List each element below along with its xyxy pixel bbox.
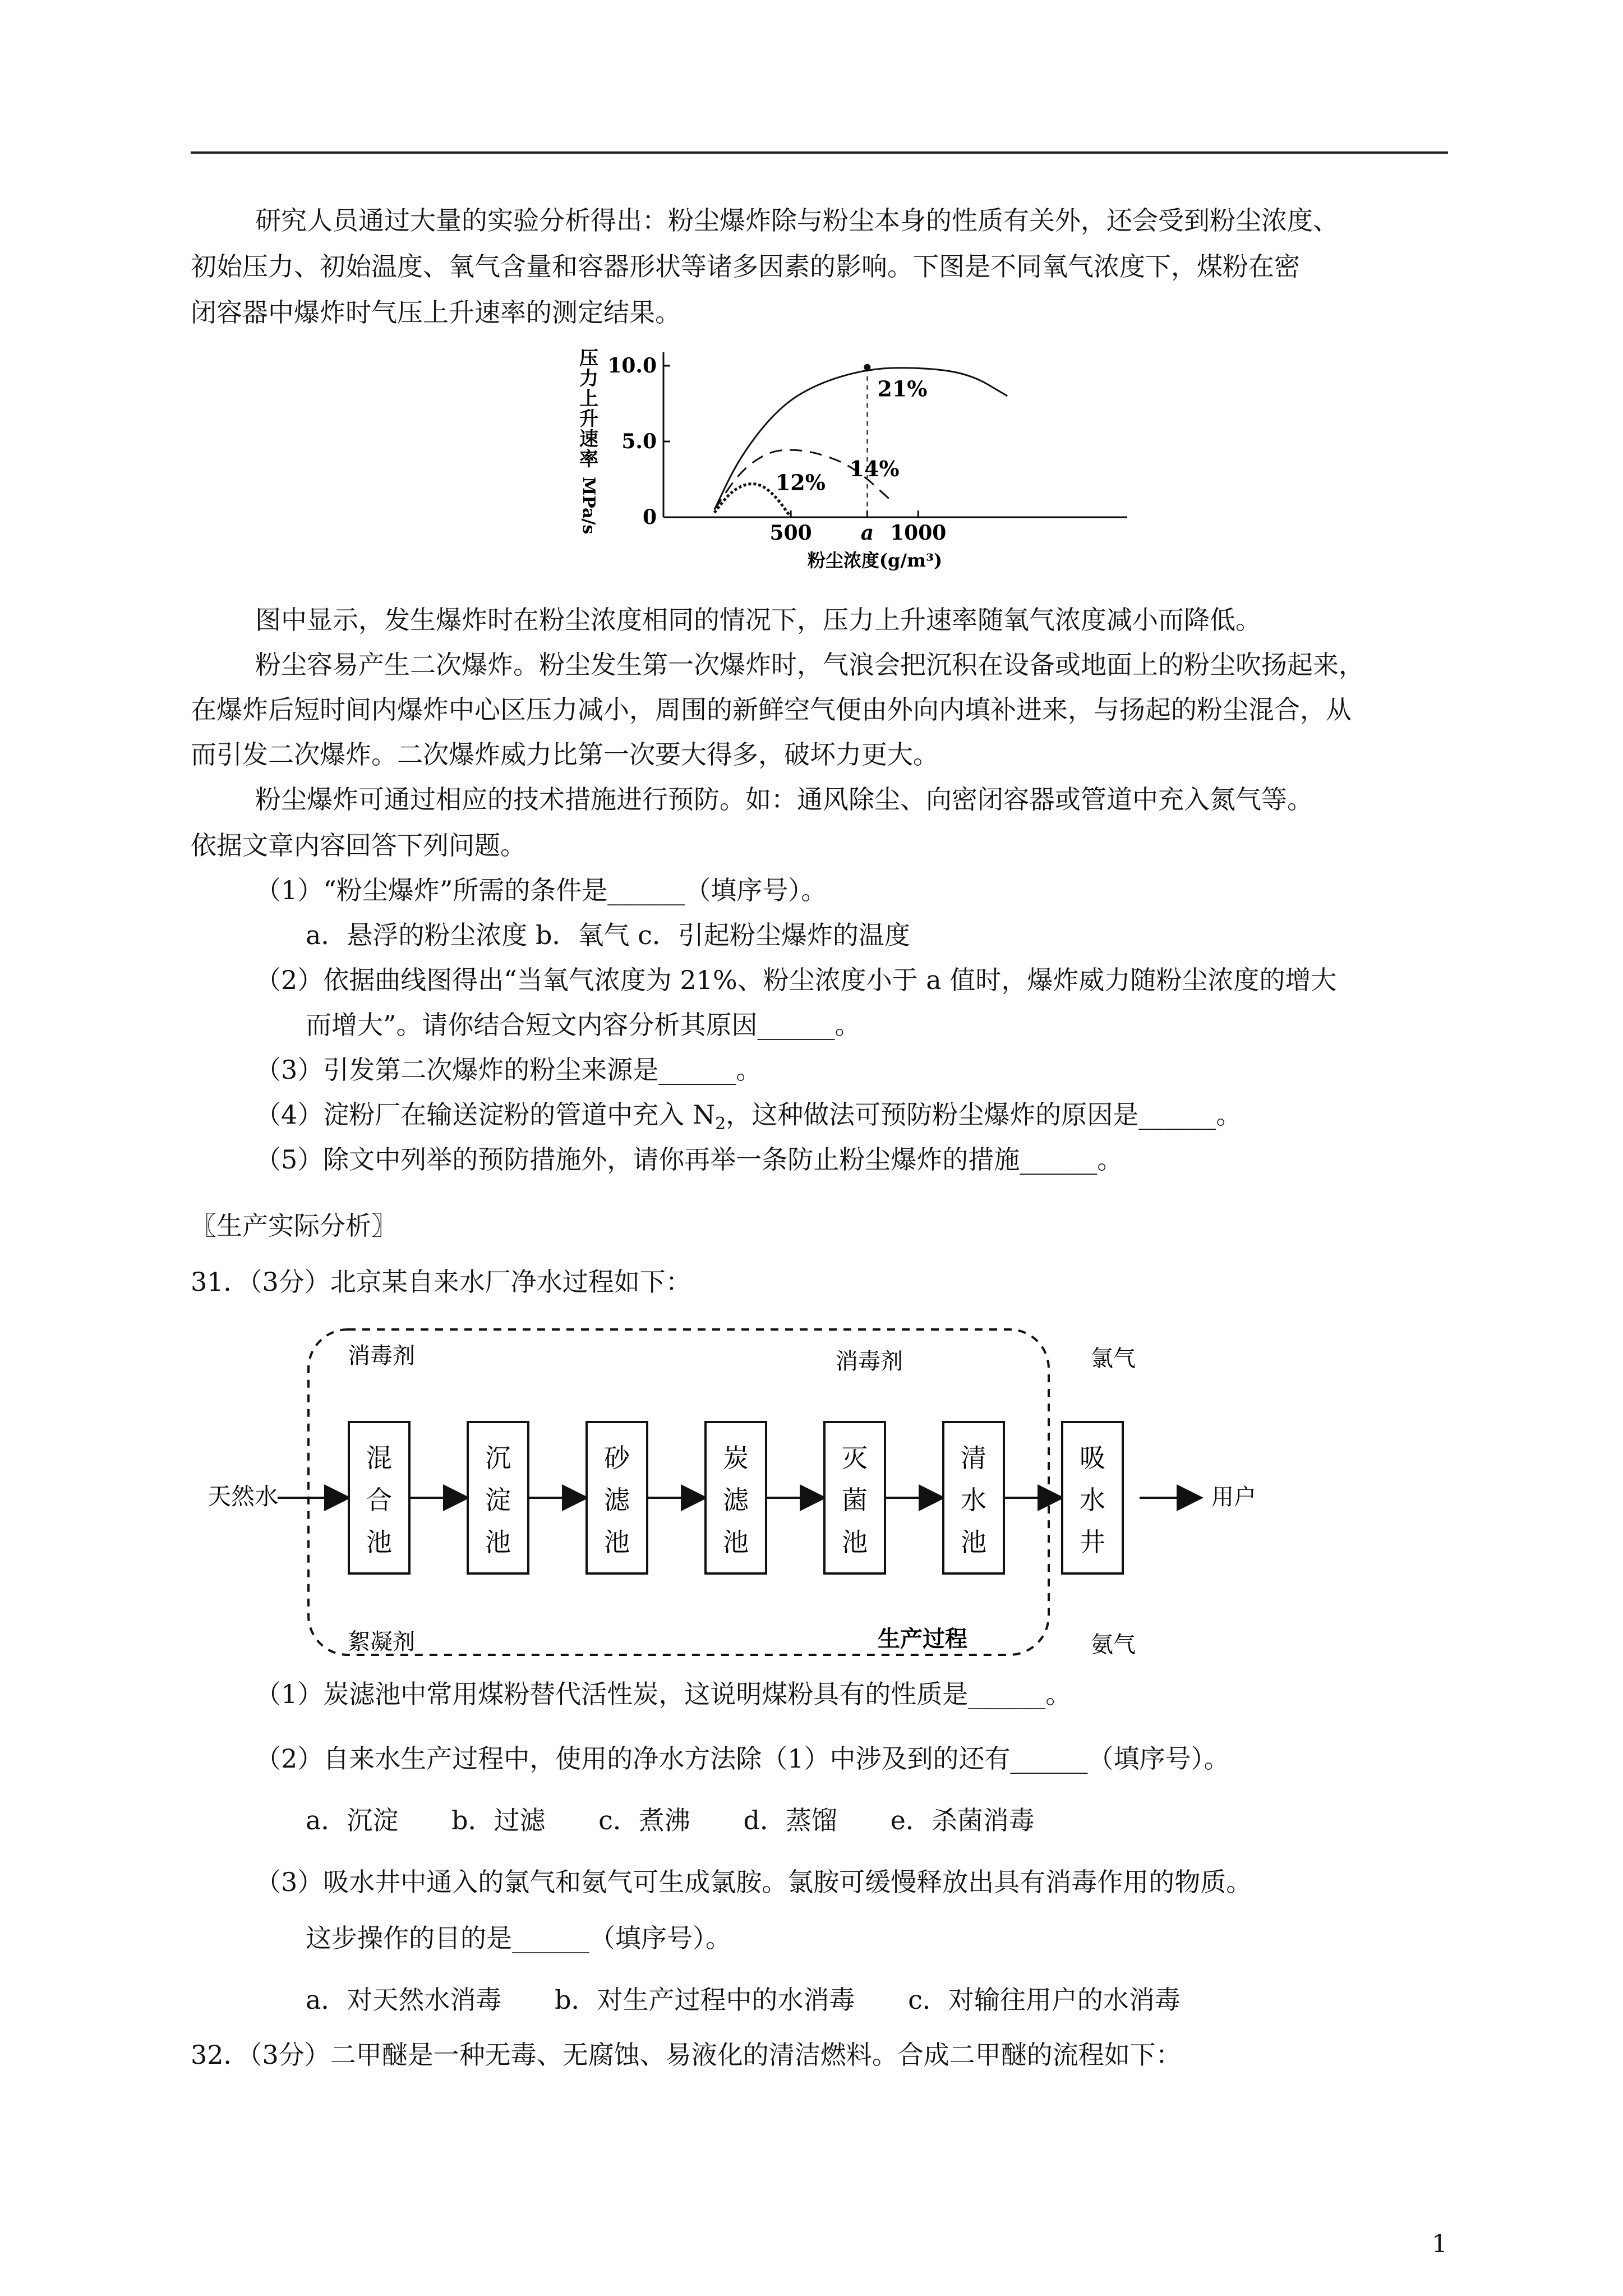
series-label-1: 14%: [849, 456, 900, 482]
y-axis-unit: MPa/s: [579, 477, 598, 535]
process-box-char: 滤: [604, 1485, 630, 1515]
q31-3-line2: 这步操作的目的是______（填序号）。: [306, 1923, 731, 1953]
process-box-char: 井: [1080, 1527, 1105, 1557]
page-number: 1: [1432, 2230, 1447, 2258]
process-box-char: 池: [366, 1527, 392, 1557]
input-label: 天然水: [208, 1483, 279, 1510]
q30-4-post: ，这种做法可预防粉尘爆炸的原因是______。: [726, 1099, 1242, 1130]
label-disinfectant-1: 消毒剂: [348, 1343, 415, 1369]
section-title: 〖生产实际分析〗: [191, 1211, 397, 1241]
q31-2-options: [306, 1806, 1035, 1834]
q31-2-opt-d: d．蒸馏: [743, 1805, 837, 1835]
process-box-char: 水: [1080, 1485, 1105, 1515]
series-label-2: 12%: [775, 470, 826, 495]
y-tick-label: 10.0: [607, 354, 657, 378]
body-p2-line1: 粉尘容易产生二次爆炸。粉尘发生第一次爆炸时，气浪会把沉积在设备或地面上的粉尘吹扬起来，: [255, 650, 1364, 680]
y-axis-label-4: 升: [579, 408, 598, 430]
process-box-3: [706, 1422, 766, 1573]
q31-2-opt-a: a．沉淀: [306, 1805, 399, 1835]
q31-3-opt-b: b．对生产过程中的水消毒: [555, 1985, 855, 2015]
q31-2-opt-c: c．煮沸: [598, 1805, 690, 1835]
process-box-6: [1062, 1422, 1123, 1573]
label-disinfectant-2: 消毒剂: [836, 1349, 903, 1374]
process-box-char: 水: [961, 1485, 986, 1515]
process-box-char: 池: [604, 1527, 630, 1557]
output-label: 用户: [1211, 1484, 1256, 1510]
label-ammonia: 氨气: [1091, 1632, 1136, 1658]
body-p2-line3: 而引发二次爆炸。二次爆炸威力比第一次要大得多，破坏力更大。: [191, 739, 939, 770]
q30-3: （3）引发第二次爆炸的粉尘来源是______。: [255, 1055, 762, 1085]
process-box-1: [468, 1422, 528, 1573]
process-box-5: [943, 1422, 1004, 1573]
q31-2: （2）自来水生产过程中，使用的净水方法除（1）中涉及到的还有______（填序号）。: [255, 1743, 1230, 1774]
intro-line-3: 闭容器中爆炸时气压上升速率的测定结果。: [191, 297, 681, 328]
process-box-char: 炭: [723, 1443, 749, 1473]
q30-4: [255, 1101, 1242, 1138]
process-box-2: [587, 1422, 647, 1573]
q31-3-opt-c: c．对输往用户的水消毒: [908, 1985, 1181, 2015]
process-box-char: 灭: [842, 1443, 868, 1473]
body-p2-line2: 在爆炸后短时间内爆炸中心区压力减小，周围的新鲜空气便由外向内填补进来，与扬起的粉尘混合，从: [191, 694, 1352, 725]
intro-line-1: 研究人员通过大量的实验分析得出：粉尘爆炸除与粉尘本身的性质有关外，还会受到粉尘浓度、: [255, 205, 1339, 236]
q31-1: （1）炭滤池中常用煤粉替代活性炭，这说明煤粉具有的性质是______。: [255, 1679, 1072, 1709]
q31-3-options: [306, 1986, 1181, 2014]
process-box-0: [349, 1422, 409, 1573]
process-box-4: [824, 1422, 885, 1573]
y-axis-label-5: 速: [579, 428, 598, 450]
y-axis-label-6: 率: [579, 448, 598, 471]
series-line-0: [714, 368, 1007, 510]
x-axis-title: 粉尘浓度(g/m³): [807, 550, 943, 571]
process-box-char: 合: [366, 1485, 392, 1515]
q30-1-options: a．悬浮的粉尘浓度 b．氧气 c．引起粉尘爆炸的温度: [306, 920, 910, 950]
process-box-char: 池: [485, 1527, 511, 1557]
q30-4-pre: （4）淀粉厂在输送淀粉的管道中充入 N: [255, 1099, 716, 1130]
body-p4: 依据文章内容回答下列问题。: [191, 830, 526, 861]
label-process: 生产过程: [878, 1626, 967, 1652]
q31-2-opt-b: b．过滤: [451, 1805, 546, 1835]
process-box-char: 清: [961, 1443, 986, 1473]
process-box-char: 池: [842, 1527, 868, 1557]
process-box-char: 池: [961, 1527, 986, 1557]
body-p1: 图中显示，发生爆炸时在粉尘浓度相同的情况下，压力上升速率随氧气浓度减小而降低。: [255, 605, 1261, 635]
q30-5: （5）除文中列举的预防措施外，请你再举一条防止粉尘爆炸的措施______。: [255, 1144, 1123, 1175]
x-tick-label: a: [860, 521, 874, 545]
y-tick-label: 0: [642, 505, 657, 529]
x-tick-label: 1000: [890, 521, 947, 545]
process-box-char: 淀: [485, 1485, 511, 1515]
process-box-char: 吸: [1080, 1443, 1105, 1473]
q30-4-subscript: 2: [715, 1114, 726, 1134]
process-box-char: 池: [723, 1527, 749, 1557]
water-process-diagram: [202, 1313, 1267, 1672]
x-tick-label: 500: [769, 521, 812, 545]
q31-3-line1: （3）吸水井中通入的氯气和氨气可生成氯胺。氯胺可缓慢释放出具有消毒作用的物质。: [255, 1867, 1252, 1897]
y-axis-label-3: 上: [579, 388, 598, 410]
q31-3-opt-a: a．对天然水消毒: [306, 1985, 502, 2015]
y-axis-label-2: 力: [579, 367, 598, 390]
q31-title: 31．（3分）北京某自来水厂净水过程如下：: [191, 1267, 691, 1297]
process-box-char: 混: [366, 1443, 392, 1473]
label-chlorine: 氯气: [1091, 1346, 1136, 1372]
y-axis-label-1: 压: [579, 347, 598, 370]
production-boundary: [308, 1329, 1049, 1655]
body-p3: 粉尘爆炸可通过相应的技术措施进行预防。如：通风除尘、向密闭容器或管道中充入氮气等。: [255, 784, 1313, 815]
q30-1: （1）“粉尘爆炸”所需的条件是______（填序号）。: [255, 875, 827, 905]
process-box-char: 菌: [842, 1485, 868, 1515]
q31-2-opt-e: e．杀菌消毒: [890, 1805, 1035, 1835]
label-coagulant: 絮凝剂: [348, 1629, 415, 1655]
process-box-char: 滤: [723, 1485, 749, 1515]
header-rule: [191, 151, 1448, 154]
q30-2-line2: 而增大”。请你结合短文内容分析其原因______。: [306, 1010, 861, 1040]
series-label-0: 21%: [877, 376, 928, 402]
process-box-char: 沉: [485, 1443, 511, 1473]
process-box-char: 砂: [604, 1443, 630, 1473]
intro-line-2: 初始压力、初始温度、氧气含量和容器形状等诸多因素的影响。下图是不同氧气浓度下，煤粉在密: [191, 251, 1300, 282]
q30-2-line1: （2）依据曲线图得出“当氧气浓度为 21%、粉尘浓度小于 a 值时，爆炸威力随粉尘浓度的增大: [255, 965, 1337, 995]
y-tick-label: 5.0: [621, 430, 657, 453]
pressure-rate-chart: [561, 337, 1150, 583]
q32-title: 32．（3分）二甲醚是一种无毒、无腐蚀、易液化的清洁燃料。合成二甲醚的流程如下：: [191, 2040, 1182, 2070]
